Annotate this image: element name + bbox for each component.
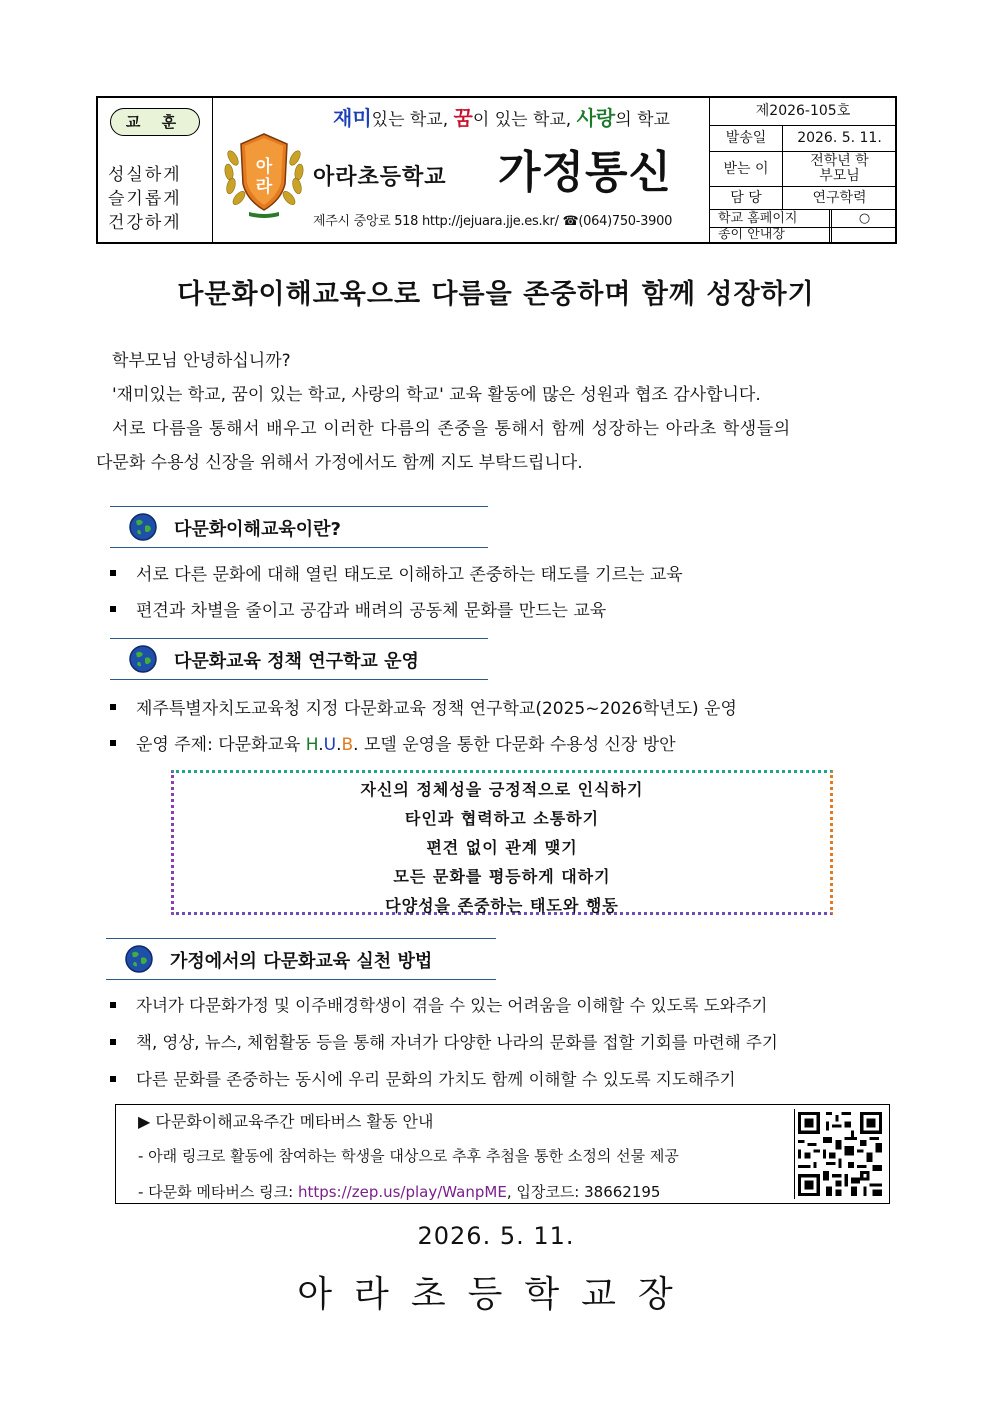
bullet-text: 편견과 차별을 줄이고 공감과 배려의 공동체 문화를 만드는 교육 — [136, 601, 607, 621]
motto-line: 건강하게 — [108, 213, 182, 233]
hub-letter: H — [305, 735, 319, 755]
info-key: 학교 홈페이지 — [710, 210, 830, 227]
globe-icon — [128, 644, 158, 674]
theme-text: 운영 주제: 다문화교육 — [136, 735, 306, 755]
bullet-text: 다른 문화를 존중하는 동시에 우리 문화의 가치도 함께 이해할 수 있도록 지도해주기 — [136, 1070, 736, 1089]
greeting: 학부모님 안녕하십니까? — [112, 351, 291, 371]
metaverse-link[interactable]: https://zep.us/play/WanpME — [297, 1183, 507, 1201]
info-value: 2026. 5. 11. — [797, 130, 882, 146]
newsletter-name: 가정통신 — [498, 147, 673, 198]
intro-line: 다문화 수용성 신장을 위해서 가정에서도 함께 지도 부탁드립니다. — [96, 453, 583, 473]
notice-text: , 입장코드: 38662195 — [506, 1183, 661, 1201]
info-value: 전학년 학부모님 — [810, 153, 869, 184]
theme-text: . — [318, 735, 324, 755]
issue-number: 제2026-105호 — [710, 98, 896, 126]
info-key: 종이 안내장 — [710, 228, 830, 242]
info-row — [710, 187, 896, 210]
bullet-text: 제주특별자치도교육청 지정 다문화교육 정책 연구학교(2025~2026학년도) 운영 — [136, 699, 737, 719]
info-value: 연구학력 — [812, 190, 867, 206]
principal-signature: 아라초등학교장 — [297, 1274, 695, 1315]
school-motto — [98, 98, 213, 242]
bullet-text: 서로 다른 문화에 대해 열린 태도로 이해하고 존중하는 태도를 기르는 교육 — [136, 565, 683, 585]
section-heading — [110, 506, 488, 548]
notice-line: - 아래 링크로 활동에 참여하는 학생을 대상으로 추후 추첨을 통한 소정의 선물 제공 — [138, 1147, 679, 1165]
theme-text: . 모델 운영을 통한 다문화 수용성 신장 방안 — [353, 735, 676, 755]
motto-line: 성실하게 — [108, 165, 182, 185]
goal-item: 편견 없이 관계 맺기 — [426, 838, 578, 857]
goal-item: 모든 문화를 평등하게 대하기 — [393, 867, 611, 886]
slogan-word: 재미 — [333, 106, 372, 130]
education-goals-box — [171, 770, 833, 915]
list-item — [110, 1066, 736, 1090]
notice-text: - 다문화 메타버스 링크: — [138, 1183, 298, 1201]
hub-letter: B — [341, 735, 354, 755]
intro-line: 서로 다름을 통해서 배우고 이러한 다름의 존중을 통해서 함께 성장하는 아라초 학생들의 — [112, 419, 791, 439]
section-title: 다문화이해교육이란? — [174, 519, 341, 540]
info-key: 받는 이 — [710, 152, 783, 186]
section-title: 가정에서의 다문화교육 실천 방법 — [170, 951, 433, 972]
slogan-text: 이 있는 학교, — [472, 110, 577, 130]
list-item — [110, 694, 737, 719]
bullet-text: 책, 영상, 뉴스, 체험활동 등을 통해 자녀가 다양한 나라의 문화를 접할 기회를 마련해 주기 — [136, 1033, 778, 1052]
svg-text:라: 라 — [255, 177, 273, 197]
info-row — [710, 152, 896, 187]
theme-text: . — [336, 735, 342, 755]
school-slogan — [333, 102, 670, 131]
newsletter-masthead — [213, 98, 709, 242]
info-value: ○ — [831, 210, 897, 227]
research-theme — [136, 735, 676, 755]
notice-line — [138, 1181, 660, 1202]
goal-item: 자신의 정체성을 긍정적으로 인식하기 — [360, 780, 644, 799]
metaverse-notice-box — [115, 1104, 890, 1204]
list-item — [110, 560, 683, 585]
school-logo-icon — [219, 128, 309, 218]
logo-text: 아 — [255, 157, 273, 177]
slogan-word: 꿈 — [453, 106, 473, 130]
notice-title: ▶ 다문화이해교육주간 메타버스 활동 안내 — [138, 1112, 434, 1131]
section-heading — [106, 938, 496, 980]
info-key: 발송일 — [710, 126, 783, 151]
bullet-text: 자녀가 다문화가정 및 이주배경학생이 겪을 수 있는 어려움을 이해할 수 있도록 도와주기 — [136, 996, 768, 1015]
motto-line: 슬기롭게 — [108, 189, 182, 209]
slogan-text: 있는 학교, — [371, 110, 454, 130]
info-key: 담 당 — [710, 187, 783, 209]
list-item — [110, 596, 606, 621]
info-value — [831, 228, 896, 242]
newsletter-title: 다문화이해교육으로 다름을 존중하며 함께 성장하기 — [177, 279, 815, 310]
qr-code-icon[interactable] — [794, 1109, 885, 1199]
newsletter-header — [96, 96, 897, 244]
issue-info-table — [709, 98, 896, 242]
list-item — [110, 1029, 778, 1053]
slogan-text: 의 학교 — [615, 110, 670, 130]
intro-line: '재미있는 학교, 꿈이 있는 학교, 사랑의 학교' 교육 활동에 많은 성원과 협조 감사합니다. — [112, 385, 761, 405]
list-item — [110, 992, 768, 1016]
section-heading — [110, 638, 488, 680]
goal-item: 다양성을 존중하는 태도와 행동 — [385, 896, 619, 915]
hub-letter: U — [323, 735, 337, 755]
info-row — [710, 228, 896, 242]
info-row — [710, 210, 896, 228]
section-title: 다문화교육 정책 연구학교 운영 — [174, 651, 419, 672]
globe-icon — [128, 512, 158, 542]
goal-item: 타인과 협력하고 소통하기 — [404, 809, 600, 828]
school-address: 제주시 중앙로 518 http://jejuara.jje.es.kr/ ☎(064)750-3900 — [313, 214, 673, 229]
info-row — [710, 126, 896, 152]
issue-date: 2026. 5. 11. — [417, 1222, 575, 1250]
list-item — [110, 730, 676, 755]
school-name: 아라초등학교 — [313, 165, 447, 190]
slogan-word: 사랑 — [576, 106, 616, 130]
globe-icon — [124, 944, 154, 974]
motto-badge: 교 훈 — [110, 108, 200, 136]
